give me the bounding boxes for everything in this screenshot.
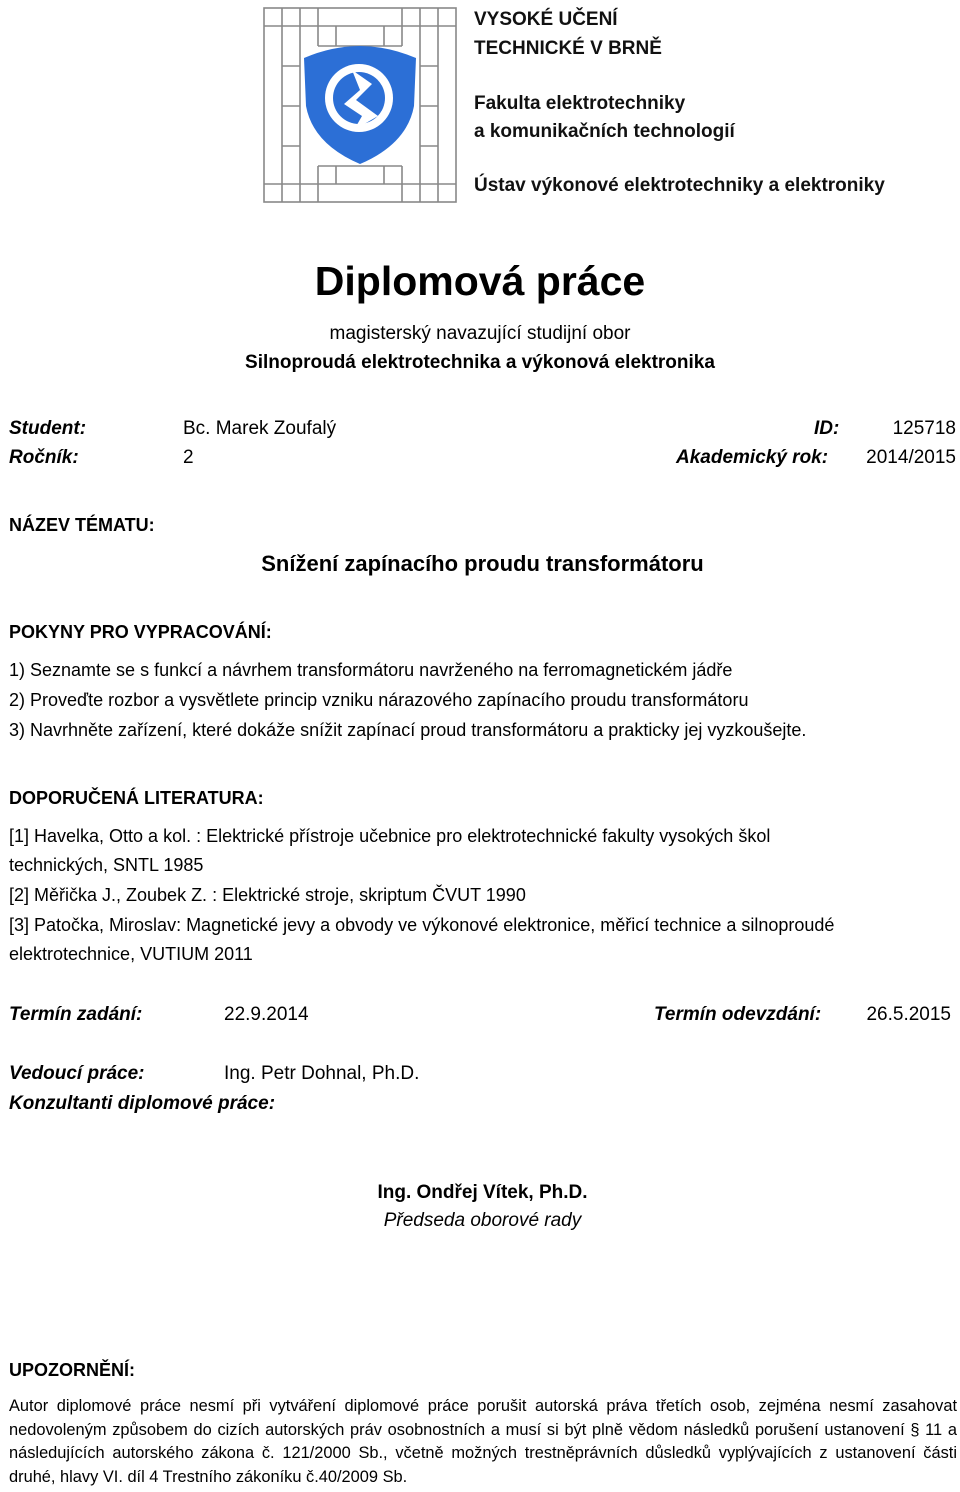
student-name: Bc. Marek Zoufalý [183,418,337,439]
topic-heading: NÁZEV TÉMATU: [9,515,155,535]
department-name: Ústav výkonové elektrotechniky a elektroniky [474,175,885,196]
instruction-item: 1) Seznamte se s funkcí a návrhem transformátoru navrženého na ferromagnetickém jádře [9,660,733,680]
instruction-item: 3) Navrhněte zařízení, které dokáže snížit zapínací proud transformátoru a prakticky jej vyzkoušejte. [9,720,807,740]
academic-year-label: Akademický rok: [676,447,829,468]
faculty-name-line1: Fakulta elektrotechniky [474,93,686,114]
id-label: ID: [814,418,840,439]
study-type: magisterský navazující studijní obor [329,323,631,344]
literature-line: technických, SNTL 1985 [9,855,204,875]
assigned-date-value: 22.9.2014 [224,1004,309,1025]
student-label: Student: [9,418,87,439]
id-value: 125718 [892,418,956,439]
university-logo [262,6,458,204]
notice-text: Autor diplomové práce nesmí při vytváření diplomové práce porušit autorská práva třetích osob, zejména nesmí zasahovat nedovoleným způsobem do cizích autorských práv osobnostních a musí si být plně vědom následků porušení ustanovení § 11 a následujících autorského zákona č. 121/2000 Sb., včetně možných trestněprávních důsledků vyplývajících z ustanovení části druhé, hlavy VI. díl 4 Trestního zákoníku č.40/2009 Sb. [9,1397,957,1486]
literature-line: [2] Měřička J., Zoubek Z. : Elektrické stroje, skriptum ČVUT 1990 [9,885,526,905]
vut-lightning-shield-icon [304,46,416,164]
literature-heading: DOPORUČENÁ LITERATURA: [9,788,264,808]
signatory-name: Ing. Ondřej Vítek, Ph.D. [377,1182,588,1203]
deadline-value: 26.5.2015 [866,1004,951,1025]
year-label: Ročník: [9,447,79,468]
instructions-heading: POKYNY PRO VYPRACOVÁNÍ: [9,622,272,642]
faculty-name-line2: a komunikačních technologií [474,121,735,142]
notice-heading: UPOZORNĚNÍ: [9,1360,135,1380]
university-name-line2: TECHNICKÉ V BRNĚ [474,38,662,59]
year-value: 2 [183,447,194,468]
assigned-date-label: Termín zadání: [9,1004,143,1025]
page-title: Diplomová práce [314,258,646,304]
deadline-label: Termín odevzdání: [654,1004,822,1025]
literature-line: elektrotechnice, VUTIUM 2011 [9,944,253,964]
study-field: Silnoproudá elektrotechnika a výkonová elektronika [245,352,715,373]
instruction-item: 2) Proveďte rozbor a vysvětlete princip vzniku nárazového zapínacího proudu transformátoru [9,690,749,710]
university-name-line1: VYSOKÉ UČENÍ [474,9,618,30]
academic-year-value: 2014/2015 [866,447,956,468]
supervisor-label: Vedoucí práce: [9,1063,145,1084]
supervisor-name: Ing. Petr Dohnal, Ph.D. [224,1063,420,1084]
topic-title: Snížení zapínacího proudu transformátoru [261,551,704,576]
literature-line: [3] Patočka, Miroslav: Magnetické jevy a obvody ve výkonové elektronice, měřicí technice a silnoproudé [9,915,835,935]
signatory-role: Předseda oborové rady [383,1210,582,1231]
literature-line: [1] Havelka, Otto a kol. : Elektrické přístroje učebnice pro elektrotechnické fakulty vysokých škol [9,826,771,846]
consultants-label: Konzultanti diplomové práce: [9,1093,276,1114]
